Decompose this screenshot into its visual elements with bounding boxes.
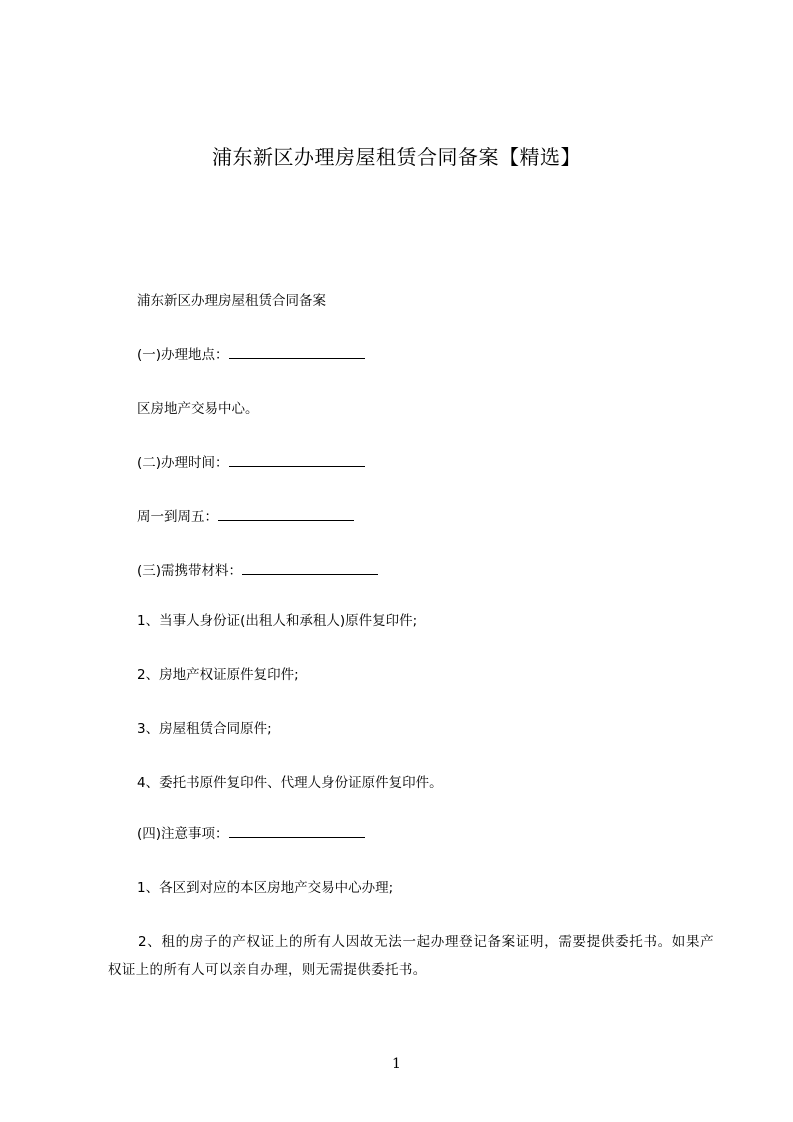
note-item-1: 1、各区到对应的本区房地产交易中心办理; [137, 880, 394, 896]
location-label: (一)办理地点： [137, 347, 229, 363]
time-line [137, 453, 365, 473]
time-value: 周一到周五： [137, 509, 218, 525]
location-blank [229, 346, 365, 359]
time-label: (二)办理时间： [137, 455, 229, 471]
time-blank [229, 454, 365, 467]
materials-blank [242, 562, 378, 575]
material-item-1: 1、当事人身份证(出租人和承租人)原件复印件; [137, 613, 418, 629]
note-item-2: 2、租的房子的产权证上的所有人因故无法一起办理登记备案证明，需要提供委托书。如果产权证上的所有人可以亲自办理，则无需提供委托书。 [108, 934, 714, 978]
time-value-line [137, 507, 354, 527]
material-item-2: 2、房地产权证原件复印件; [137, 667, 299, 683]
material-item-4: 4、委托书原件复印件、代理人身份证原件复印件。 [137, 775, 443, 791]
location-line [137, 345, 365, 365]
time-value-blank [218, 508, 354, 521]
document-title: 浦东新区办理房屋租赁合同备案【精选】 [212, 145, 581, 169]
materials-line [137, 561, 378, 581]
material-item-3: 3、房屋租赁合同原件; [137, 721, 272, 737]
location-value: 区房地产交易中心。 [137, 401, 259, 417]
notes-line [137, 824, 365, 844]
notes-blank [229, 825, 365, 838]
section-subtitle: 浦东新区办理房屋租赁合同备案 [137, 293, 326, 309]
materials-label: (三)需携带材料： [137, 563, 243, 579]
page-number: 1 [392, 1056, 401, 1072]
notes-label: (四)注意事项： [137, 826, 229, 842]
